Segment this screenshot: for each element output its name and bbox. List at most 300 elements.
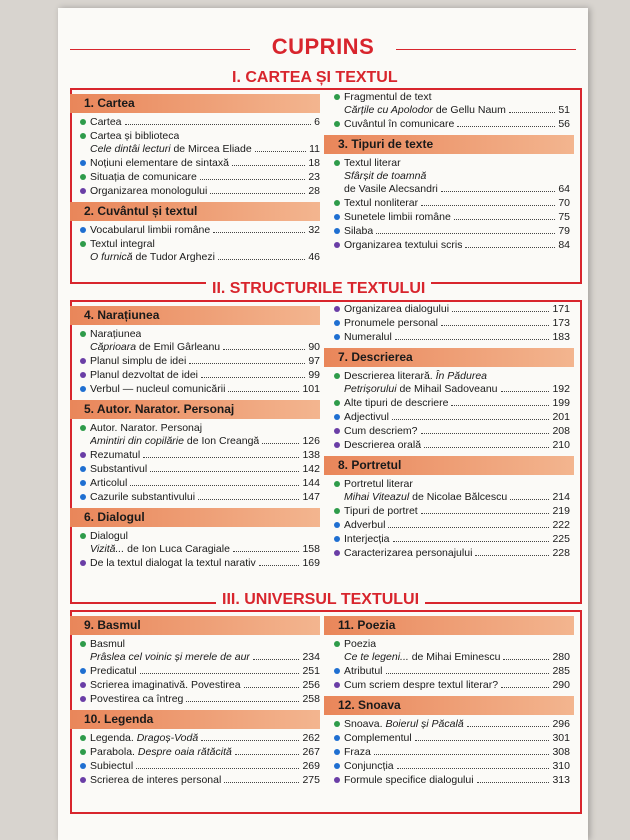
bullet-dot-icon [334,214,340,220]
page-number: 99 [308,369,320,381]
dot-leader [421,433,550,434]
entry-line [90,760,320,773]
entry-title [344,239,462,252]
entry-text: Noțiuni elementare de sintaxă [90,157,229,169]
dot-leader [376,233,555,234]
toc-entry [334,746,570,759]
entry-line [90,328,320,341]
toc-entry [80,732,320,745]
dot-leader [262,443,299,444]
toc-entry [334,170,570,183]
bullet-dot-icon [334,682,340,688]
entry-text: Interjecția [344,533,390,545]
dot-leader [374,754,550,755]
dot-leader [232,165,305,166]
bullet-dot-icon [80,160,86,166]
page-number: 262 [302,732,320,744]
entry-title [90,477,127,490]
dot-leader [388,527,549,528]
entry-subtitle: Amintiri din copilărie [90,435,184,447]
bullet-dot-icon [334,94,340,100]
entry-title [90,760,133,773]
dot-leader [233,551,300,552]
entry-text-italic: Boierul și Păcală [385,718,464,730]
chapter-heading: 11. Poezia [324,616,574,635]
entry-text: Predicatul [90,665,137,677]
entry-title [90,665,137,678]
entry-line [90,171,320,184]
entry-line [90,543,320,556]
chapter-heading: 2. Cuvântul și textul [70,202,320,221]
entry-author: de Nicolae Bălcescu [409,491,508,503]
bullet-dot-icon [334,373,340,379]
dot-leader [130,485,299,486]
dot-leader [475,555,549,556]
page-number: 32 [308,224,320,236]
entry-subtitle: Petrișorului [344,383,397,395]
dot-leader [244,687,300,688]
bullet-dot-icon [334,414,340,420]
dot-leader [150,471,299,472]
bullet-dot-icon [334,749,340,755]
entry-text: Adverbul [344,519,386,531]
toc-entry [80,185,320,198]
entry-text: Cazurile substantivului [90,491,196,503]
section-1-left-column [80,90,320,264]
entry-author: de Emil Gârleanu [136,341,221,353]
toc-entry [334,732,570,745]
entry-line [344,317,570,330]
page-number: 84 [558,239,570,251]
entry-title [90,383,225,396]
entry-text: Planul simplu de idei [90,355,187,367]
entry-text-italic: Despre oaia rătăcită [137,746,232,758]
entry-title [344,478,413,491]
entry-author: de Mihai Eminescu [408,651,501,663]
page-number: 280 [552,651,570,663]
entry-text: Scrierea de interes personal [90,774,222,786]
entry-title [344,718,464,731]
toc-entry [80,774,320,787]
entry-text: Organizarea textului scris [344,239,463,251]
page-number: 51 [558,104,570,116]
toc-entry [334,317,570,330]
dot-leader [259,565,300,566]
page-number: 199 [552,397,570,409]
toc-entry [334,665,570,678]
entry-subtitle: Sfârșit de toamnă [344,170,427,182]
dot-leader [228,391,299,392]
bullet-dot-icon [334,777,340,783]
dot-leader [452,311,549,312]
bullet-dot-icon [334,763,340,769]
entry-line [344,225,570,238]
dot-leader [415,740,550,741]
entry-title [90,341,220,354]
entry-text: Cartea și biblioteca [90,130,180,142]
entry-text: Fragmentul de text [344,91,432,103]
dot-leader [510,499,549,500]
entry-line [344,732,570,745]
entry-text: Subiectul [90,760,134,772]
entry-subtitle: Vizită... [90,543,125,555]
entry-line [344,439,570,452]
page-number: 183 [552,331,570,343]
entry-line [90,746,320,759]
entry-subtitle: Mihai Viteazul [344,491,410,503]
chapter-heading: 5. Autor. Narator. Personaj [70,400,320,419]
toc-entry [80,651,320,664]
entry-subtitle: Cele dintâi lecturi [90,143,171,155]
entry-line [344,170,570,183]
toc-entry [80,224,320,237]
entry-text: Adjectivul [344,411,389,423]
toc-entry [80,477,320,490]
entry-text: Cum descriem? [344,425,418,437]
entry-title [344,638,376,651]
entry-line [344,491,570,504]
dot-leader [467,726,550,727]
entry-text: Textul literar [344,157,401,169]
page-number: 313 [552,774,570,786]
entry-line [344,104,570,117]
toc-entry [334,118,570,131]
entry-text: De la textul dialogat la textul narativ [90,557,256,569]
page-number: 97 [308,355,320,367]
entry-line [344,478,570,491]
entry-line [90,157,320,170]
toc-entry [334,638,570,651]
entry-title [344,317,438,330]
entry-text: Snoava. [344,718,386,730]
page-number: 258 [302,693,320,705]
bullet-dot-icon [334,536,340,542]
entry-title [90,638,125,651]
entry-title [344,331,392,344]
entry-text: Situația de comunicare [90,171,197,183]
entry-title [344,118,454,131]
entry-title [344,665,383,678]
entry-text: Caracterizarea personajului [344,547,473,559]
entry-title [90,224,210,237]
entry-text: Portretul literar [344,478,413,490]
entry-line [344,760,570,773]
dot-leader [501,687,549,688]
toc-entry [80,463,320,476]
entry-text: Organizarea monologului [90,185,208,197]
dot-leader [392,419,550,420]
entry-author: de Ion Creangă [183,435,260,447]
dot-leader [223,349,305,350]
toc-entry [334,91,570,104]
entry-line [344,774,570,787]
dot-leader [501,391,550,392]
toc-entry [334,331,570,344]
entry-text: Alte tipuri de descriere [344,397,449,409]
page-number: 269 [302,760,320,772]
entry-line [344,519,570,532]
entry-title [90,238,155,251]
bullet-dot-icon [80,425,86,431]
bullet-dot-icon [80,641,86,647]
entry-line [90,477,320,490]
entry-title [344,104,506,117]
entry-text: Cartea [90,116,122,128]
dot-leader [424,447,549,448]
entry-line [90,732,320,745]
toc-entry [334,211,570,224]
toc-entry [80,638,320,651]
page-number: 192 [552,383,570,395]
entry-text: Autor. Narator. Personaj [90,422,203,434]
bullet-dot-icon [80,386,86,392]
bullet-dot-icon [334,481,340,487]
toc-entry [334,104,570,117]
entry-title [344,225,373,238]
entry-line [90,774,320,787]
page-number: 90 [308,341,320,353]
entry-text: Pronumele personal [344,317,438,329]
dot-leader [421,205,555,206]
bullet-dot-icon [80,763,86,769]
entry-line [344,679,570,692]
dot-leader [189,363,305,364]
entry-title [90,530,128,543]
entry-subtitle: Prâslea cel voinic și merele de aur [90,651,250,663]
page-number: 308 [552,746,570,758]
bullet-dot-icon [80,682,86,688]
section-2-left-column [80,302,320,570]
dot-leader [235,754,300,755]
dot-leader [200,179,306,180]
bullet-dot-icon [334,641,340,647]
entry-line [90,422,320,435]
entry-text: Rezumatul [90,449,141,461]
dot-leader [421,513,550,514]
bullet-dot-icon [334,160,340,166]
page-number: 144 [302,477,320,489]
entry-text: Descrierea literară. [344,370,436,382]
page-number: 301 [552,732,570,744]
toc-entry [80,328,320,341]
toc-entry [334,183,570,196]
entry-text: Numeralul [344,331,392,343]
page-number: 285 [552,665,570,677]
entry-subtitle: Căprioara [90,341,137,353]
dot-leader [136,768,299,769]
toc-entry [80,679,320,692]
toc-entry [80,341,320,354]
entry-line [90,251,320,264]
entry-title [90,746,232,759]
bullet-dot-icon [80,560,86,566]
toc-entry [80,157,320,170]
section-3-right-column [334,612,570,787]
entry-line [90,435,320,448]
entry-text: Descrierea orală [344,439,422,451]
toc-entry [80,760,320,773]
entry-title [90,328,141,341]
entry-text-italic: Dragoș-Vodă [136,732,199,744]
dot-leader [454,219,556,220]
dot-leader [198,499,299,500]
entry-title [90,157,229,170]
toc-entry [334,225,570,238]
entry-title [344,439,421,452]
toc-entry [334,533,570,546]
toc-entry [80,491,320,504]
bullet-dot-icon [80,668,86,674]
entry-title [344,774,474,787]
entry-text: Textul nonliterar [344,197,419,209]
entry-title [90,651,250,664]
entry-line [90,665,320,678]
bullet-dot-icon [334,121,340,127]
bullet-dot-icon [80,119,86,125]
entry-line [90,679,320,692]
entry-line [344,397,570,410]
toc-entry [80,116,320,129]
entry-text: Dialogul [90,530,128,542]
entry-title [344,303,449,316]
entry-line [344,651,570,664]
bullet-dot-icon [334,668,340,674]
toc-entry [80,422,320,435]
dot-leader [255,151,306,152]
bullet-dot-icon [334,508,340,514]
entry-title [344,383,498,396]
page-number: 101 [302,383,320,395]
section-3-left-column [80,612,320,787]
dot-leader [451,405,549,406]
entry-title [344,183,438,196]
dot-leader [395,339,550,340]
entry-title [344,491,507,504]
page-number: 11 [309,143,320,155]
entry-line [344,718,570,731]
toc-entry [334,439,570,452]
toc-entry [80,543,320,556]
entry-line [344,533,570,546]
bullet-dot-icon [334,550,340,556]
bullet-dot-icon [80,188,86,194]
section-1-right-column [334,90,570,252]
toc-entry [334,157,570,170]
page-number: 290 [552,679,570,691]
bullet-dot-icon [80,777,86,783]
entry-text: Substantivul [90,463,148,475]
entry-title [344,197,418,210]
toc-entry [334,478,570,491]
page-number: 64 [558,183,570,195]
toc-entry [334,651,570,664]
entry-author: de Vasile Alecsandri [344,183,438,195]
entry-line [344,411,570,424]
section-2-right-column [334,302,570,560]
entry-title [90,435,259,448]
dot-leader [186,701,299,702]
entry-line [90,369,320,382]
toc-entry [334,718,570,731]
entry-line [90,185,320,198]
chapter-heading: 3. Tipuri de texte [324,135,574,154]
page-number: 214 [552,491,570,503]
book-page [58,8,588,840]
entry-text: Formule specifice dialogului [344,774,474,786]
page-number: 142 [302,463,320,475]
page-title: CUPRINS [271,34,375,59]
chapter-heading: 7. Descrierea [324,348,574,367]
entry-title [90,463,147,476]
toc-entry [80,530,320,543]
dot-leader [477,782,550,783]
entry-title [344,547,472,560]
entry-title [344,425,418,438]
entry-text: Legenda. [90,732,137,744]
toc-entry [334,197,570,210]
dot-leader [253,659,300,660]
page-number: 79 [558,225,570,237]
entry-line [90,355,320,368]
entry-title [344,170,426,183]
dot-leader [393,541,550,542]
dot-leader [503,659,549,660]
bullet-dot-icon [80,749,86,755]
entry-author: de Gellu Naum [432,104,506,116]
entry-line [344,303,570,316]
bullet-dot-icon [334,428,340,434]
toc-entry [80,251,320,264]
entry-title [344,533,390,546]
entry-line [90,224,320,237]
entry-line [90,651,320,664]
entry-title [344,411,389,424]
entry-line [344,118,570,131]
bullet-dot-icon [80,241,86,247]
entry-line [90,130,320,143]
toc-entry [80,369,320,382]
page-number: 228 [552,547,570,559]
dot-leader [397,768,550,769]
dot-leader [218,259,305,260]
chapter-heading: 6. Dialogul [70,508,320,527]
entry-text: Tipuri de portret [344,505,418,517]
entry-line [344,425,570,438]
entry-text: Vocabularul limbii române [90,224,211,236]
toc-entry [334,519,570,532]
toc-entry [80,693,320,706]
chapter-heading: 10. Legenda [70,710,320,729]
section-title-2: II. STRUCTURILE TEXTULUI [206,280,431,298]
page-number: 208 [552,425,570,437]
page-number: 169 [302,557,320,569]
entry-text: Povestirea ca întreg [90,693,184,705]
entry-line [344,239,570,252]
toc-entry [334,774,570,787]
entry-title [90,355,186,368]
page-number: 219 [552,505,570,517]
entry-title [90,130,179,143]
bullet-dot-icon [334,400,340,406]
toc-entry [80,746,320,759]
entry-line [90,557,320,570]
page-number: 234 [302,651,320,663]
toc-entry [334,370,570,383]
entry-text: Verbul — nucleul comunicării [90,383,226,395]
entry-title [90,732,198,745]
toc-entry [80,435,320,448]
page-number: 256 [302,679,320,691]
